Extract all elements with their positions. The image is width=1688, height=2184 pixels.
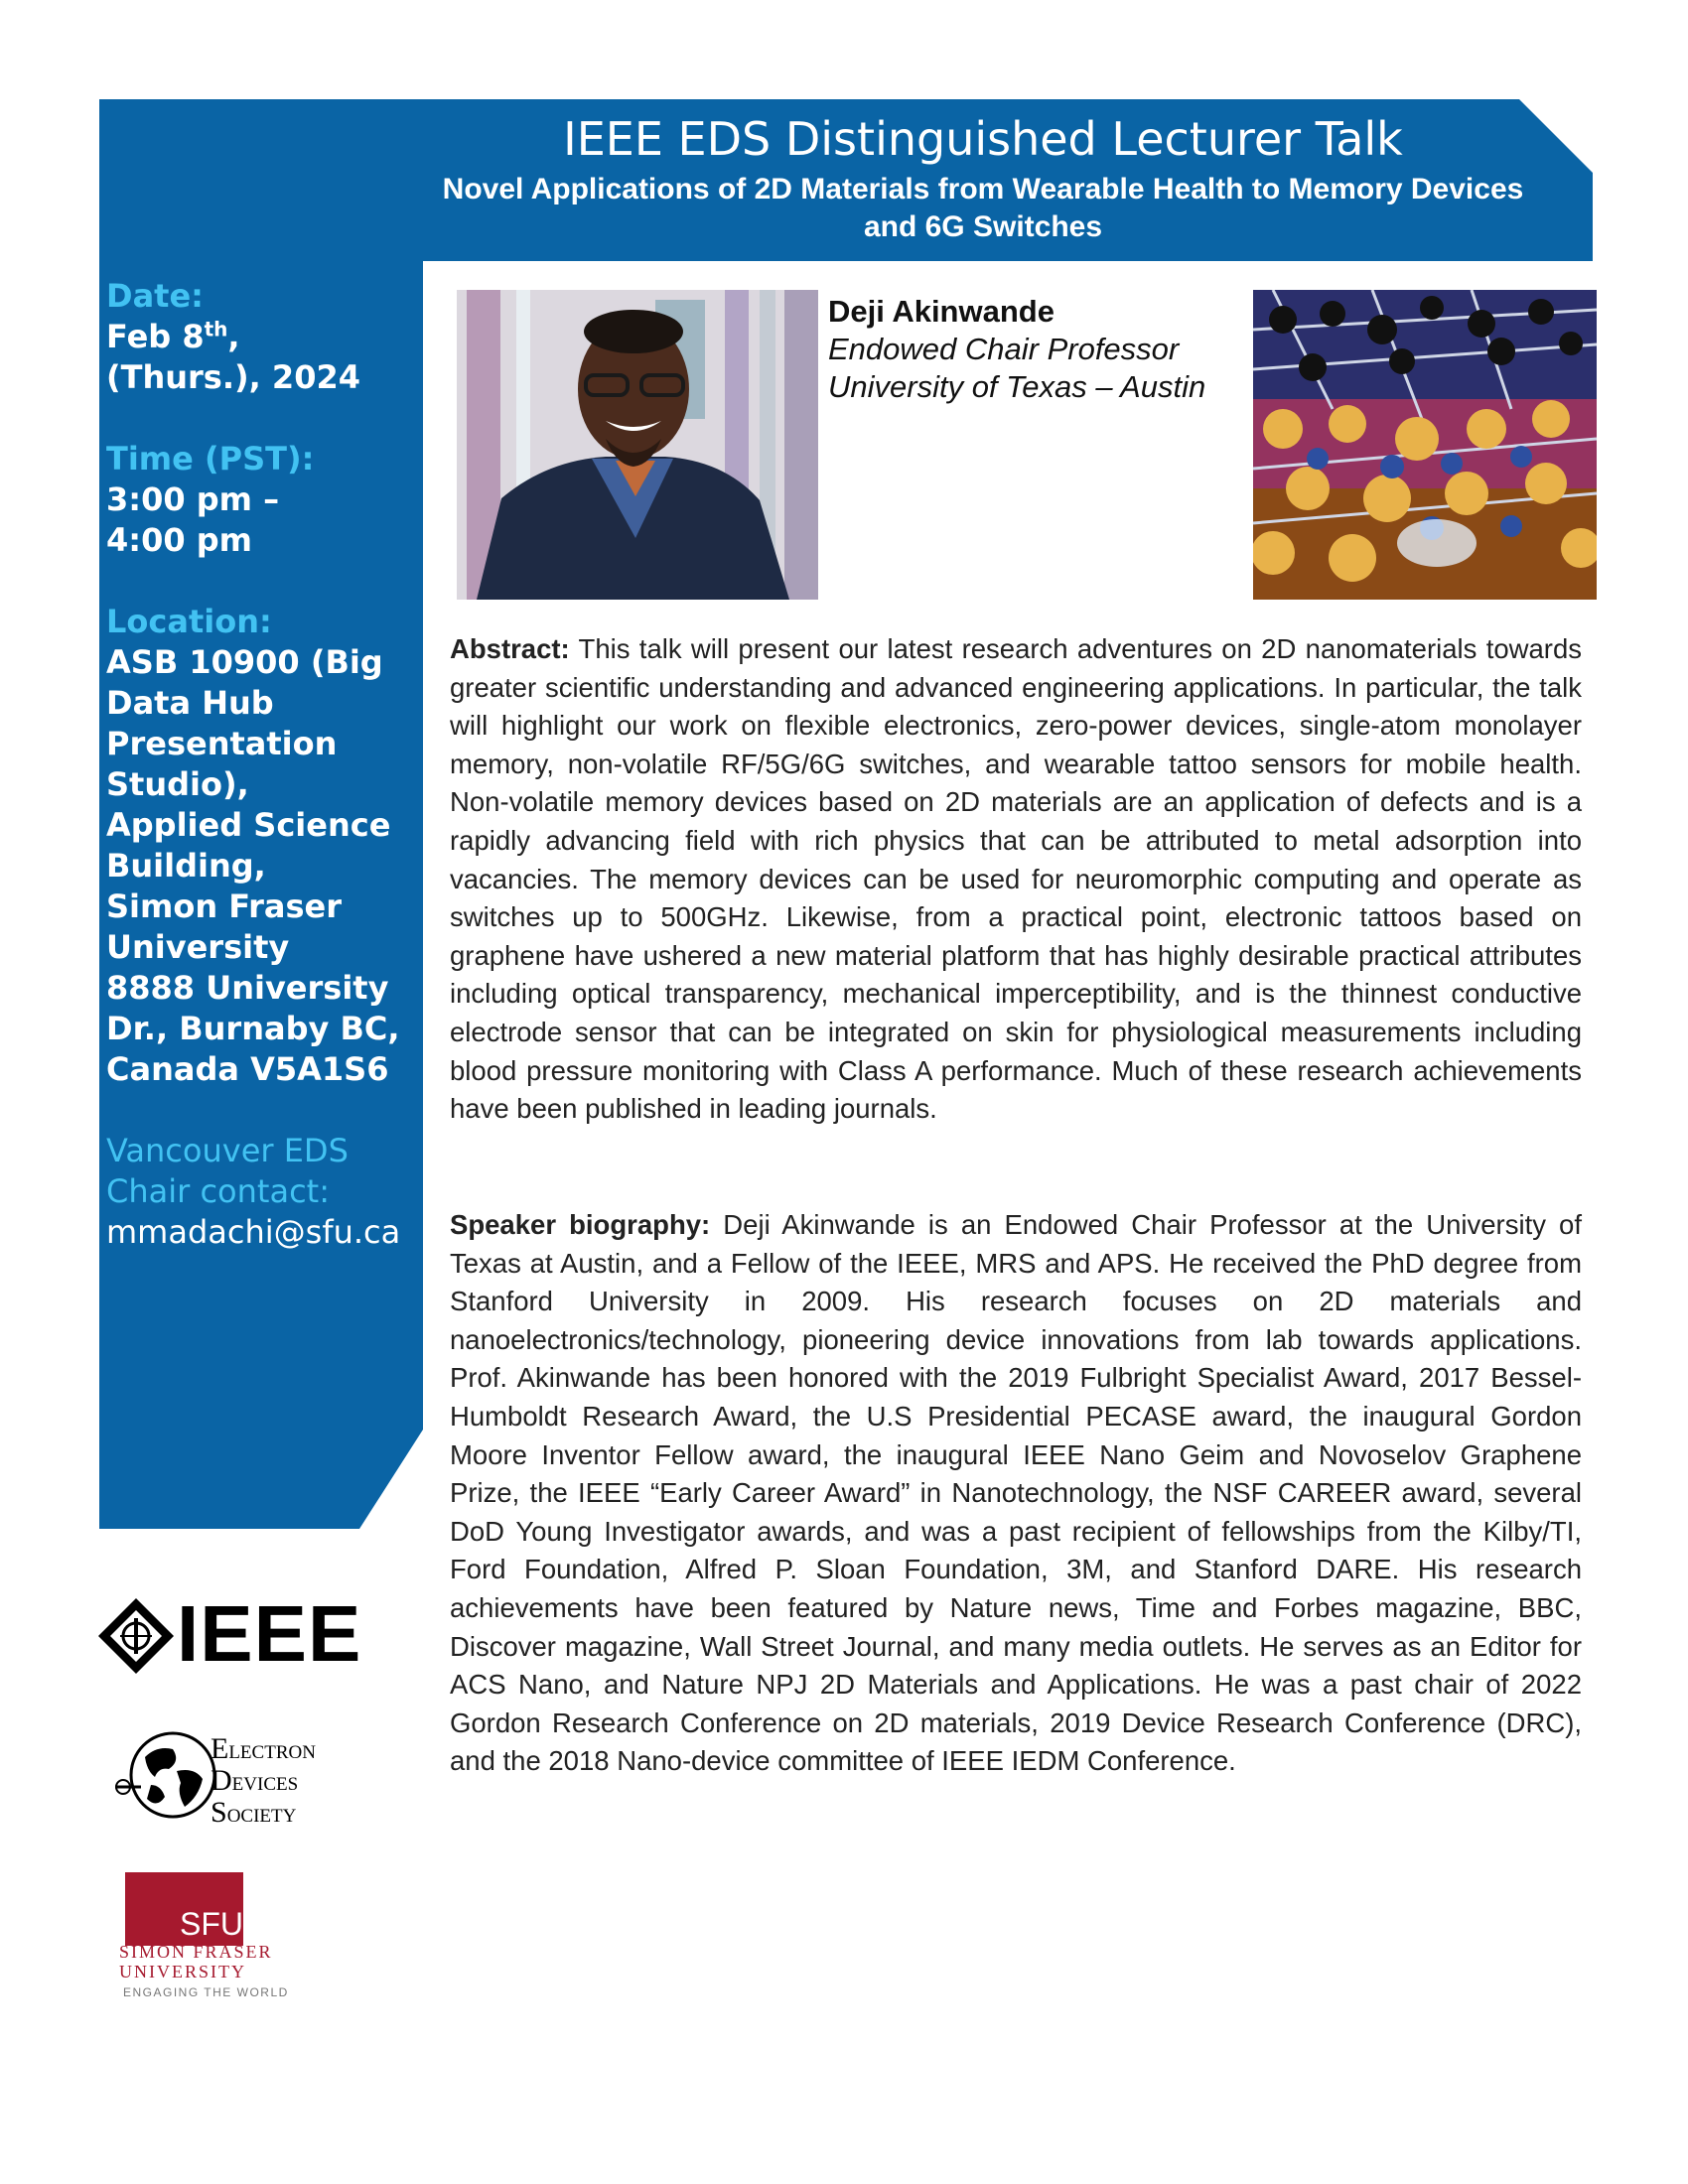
eds-word-society: OCIETY [226,1806,297,1827]
contact-label-line-1: Vancouver EDS [106,1132,349,1169]
location-line: Presentation [106,725,338,762]
biography-heading: Speaker biography: [450,1209,711,1240]
location-line: Building, [106,847,266,885]
talk-title-line-1: Novel Applications of 2D Materials from Wearable Health to Memory Devices [442,173,1524,205]
eds-word-devices: EVICES [231,1774,299,1795]
location-line: University [106,928,290,966]
eds-letter-e: E [211,1732,229,1765]
abstract-text: This talk will present our latest research adventures on 2D nanomaterials towards greater scientific understanding and advanced engineering applications. In particular, the talk will highlight our work on flexible electronics, zero-power devices, single-atom monolayer memory, non-volatile RF/5G/6G switches, and wearable tattoo sensors for mobile health. Non-volatile memory devices based on 2D materials are an application of defects and is a rapidly advancing field with rich physics that can be attributed to metal adsorption into vacancies. The memory devices can be used for neuromorphic computing and operate as switches up to 500GHz. Likewise, from a practical point, electronic tattoos based on graphene have ushered a new material platform that has highly desirable practical attributes including optical transparency, mechanical imperceptibility, and is the thinnest conductive electrode sensor that can be integrated on skin for physiological measurements including blood pressure monitoring with Class A performance. Much of these research achievements have been published in leading journals. [450,633,1582,1125]
contact-email[interactable]: mmadachi@sfu.ca [106,1213,401,1251]
sfu-name [119,1942,298,1981]
sfu-tagline: ENGAGING THE WORLD [123,1985,289,1999]
eds-letter-s: S [211,1796,227,1829]
eds-letter-d: D [211,1764,232,1797]
speaker-affiliation: University of Texas – Austin [828,369,1206,404]
talk-title-line-2: and 6G Switches [863,210,1103,243]
biography-text: Deji Akinwande is an Endowed Chair Professor at the University of Texas at Austin, and a Fellow of the IEEE, MRS and APS. He received the PhD degree from Stanford University in 2009. His research focuses on 2D materials and nanoelectronics/technology, pioneering device innovations from lab towards applications. Prof. Akinwande has been honored with the 2019 Fulbright Specialist Award, 2017 Bessel-Humboldt Research Award, the U.S Presidential PECASE award, the inaugural Gordon Moore Inventor Fellow award, the inaugural IEEE Nano Geim and Novoselov Graphene Prize, the IEEE “Early Career Award” in Nanotechnology, the NSF CAREER award, several DoD Young Investigator awards, and was a past recipient of fellowships from the Kilby/TI, Ford Foundation, Alfred P. Sloan Foundation, 3M, and Stanford DARE. His research achievements have been featured by Nature news, Time and Forbes magazine, BBC, Discover magazine, Wall Street Journal, and many media outlets. He serves as an Editor for ACS Nano, and Nature NPJ 2D Materials and Applications. He was a past chair of 2022 Gordon Research Conference on 2D materials, 2019 Device Research Conference (DRC), and the 2018 Nano-device committee of IEEE IEDM Conference. [450,1209,1582,1777]
location-line: Canada V5A1S6 [106,1050,389,1088]
atomic-lattice-illustration [1253,290,1597,600]
eds-line-devices [211,1764,316,1799]
sfu-name-line-1: SIMON FRASER [119,1942,273,1962]
eds-wordmark [211,1732,316,1831]
date-label: Date: [106,277,204,315]
event-details [106,276,422,1253]
location-line: Studio), [106,765,249,803]
biography-paragraph [450,1206,1582,1781]
eds-word-electron: LECTRON [228,1742,316,1763]
date-comma: , [227,318,240,355]
location-label: Location: [106,603,272,640]
eds-line-electron [211,1732,316,1767]
time-value-line-1: 3:00 pm – [106,480,280,518]
eds-line-society [211,1796,316,1831]
location-line: 8888 University [106,969,389,1007]
time-label: Time (PST): [106,440,315,478]
contact-label-line-2: Chair contact: [106,1172,330,1210]
speaker-title: Endowed Chair Professor [828,332,1180,366]
page-title: IEEE EDS Distinguished Lecturer Talk [563,112,1403,166]
speaker-photo-illustration [457,290,818,600]
location-line: Data Hub [106,684,274,722]
sfu-logo-mark: SFU [180,1906,243,1942]
abstract-heading: Abstract: [450,633,570,664]
date-value-line-1 [106,317,422,357]
location-line: Dr., Burnaby BC, [106,1010,400,1047]
speaker-info [828,293,1245,406]
date-value-line-2: (Thurs.), 2024 [106,358,360,396]
2d-material-image [1253,290,1597,600]
location-line: ASB 10900 (Big [106,643,383,681]
location-line: Simon Fraser [106,887,342,925]
sfu-name-line-2: UNIVERSITY [119,1962,246,1981]
ieee-wordmark: IEEE [177,1589,362,1678]
speaker-photo [457,290,818,600]
eds-globe-icon [111,1727,220,1823]
speaker-name: Deji Akinwande [828,294,1055,329]
date-ordinal: th [204,317,228,341]
location-line: Applied Science [106,806,391,844]
date-day: Feb 8 [106,318,205,355]
time-value-line-2: 4:00 pm [106,521,252,559]
talk-title [377,171,1589,246]
abstract-paragraph [450,630,1582,1129]
